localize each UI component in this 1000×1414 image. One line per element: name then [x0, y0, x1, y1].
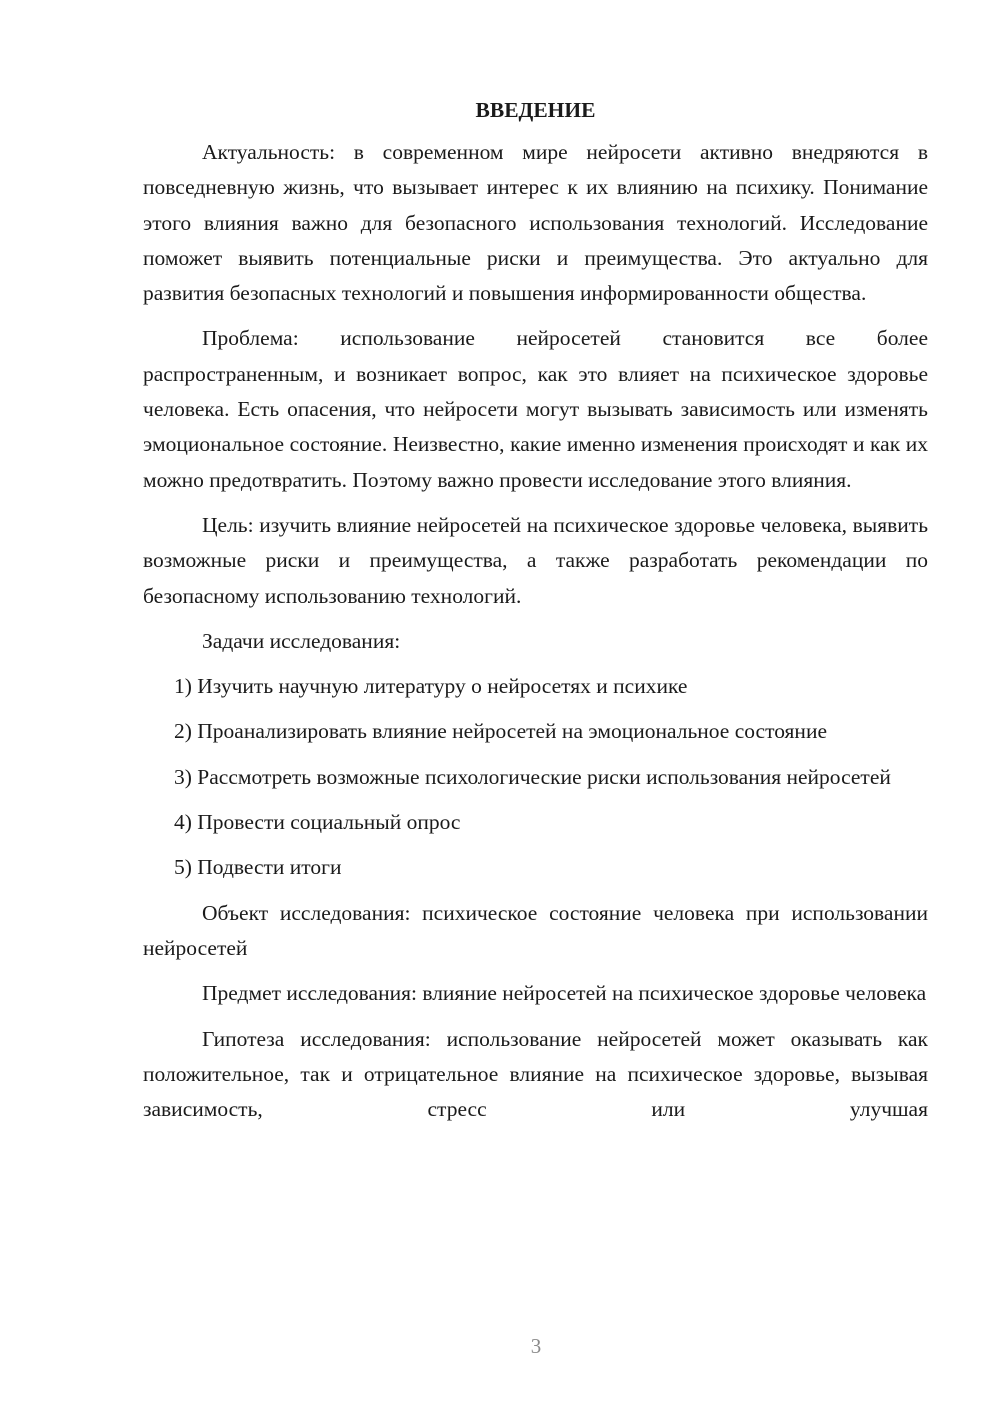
- paragraph-tasks-intro: Задачи исследования:: [202, 628, 401, 653]
- paragraph-problem: Проблема: использование нейросетей становится все более распространенным, и возникает вопрос, как это влияет на психическое здоровье человека. Есть опасения, что нейросети могут вызывать зависимость или изменять эмоциональное состояние. Неизвестно, какие именно изменения происходят и как их можно предотвратить. Поэтому важно провести исследование этого влияния.: [143, 326, 928, 492]
- paragraph-relevance: Актуальность: в современном мире нейросети активно внедряются в повседневную жизнь, что вызывает интерес к их влиянию на психику. Понимание этого влияния важно для безопасного использования технологий. Исследование поможет выявить потенциальные риски и преимущества. Это актуально для развития безопасных технологий и повышения информированности общества.: [143, 140, 928, 306]
- task-item: 4) Провести социальный опрос: [174, 810, 461, 835]
- task-item: 2) Проанализировать влияние нейросетей на эмоциональное состояние: [174, 719, 827, 744]
- task-item: 5) Подвести итоги: [174, 855, 342, 880]
- paragraph-object: Объект исследования: психическое состояние человека при использовании нейросетей: [143, 900, 928, 960]
- page-number: 3: [530, 1334, 542, 1358]
- paragraph-goal: Цель: изучить влияние нейросетей на психическое здоровье человека, выявить возможные риски и преимущества, а также разработать рекомендации по безопасному использованию технологий.: [143, 512, 928, 608]
- task-item: 3) Рассмотреть возможные психологические риски использования нейросетей: [174, 764, 891, 789]
- paragraph-hypothesis: Гипотеза исследования: использование нейросетей может оказывать как положительное, так и отрицательное влияние на психическое здоровье, вызывая зависимость, стресс или улучшая: [143, 1026, 928, 1122]
- paragraph-subject: Предмет исследования: влияние нейросетей на психическое здоровье человека: [202, 981, 927, 1006]
- task-item: 1) Изучить научную литературу о нейросетях и психике: [174, 674, 688, 699]
- section-heading: ВВЕДЕНИЕ: [475, 98, 596, 122]
- document-body: [143, 95, 928, 1137]
